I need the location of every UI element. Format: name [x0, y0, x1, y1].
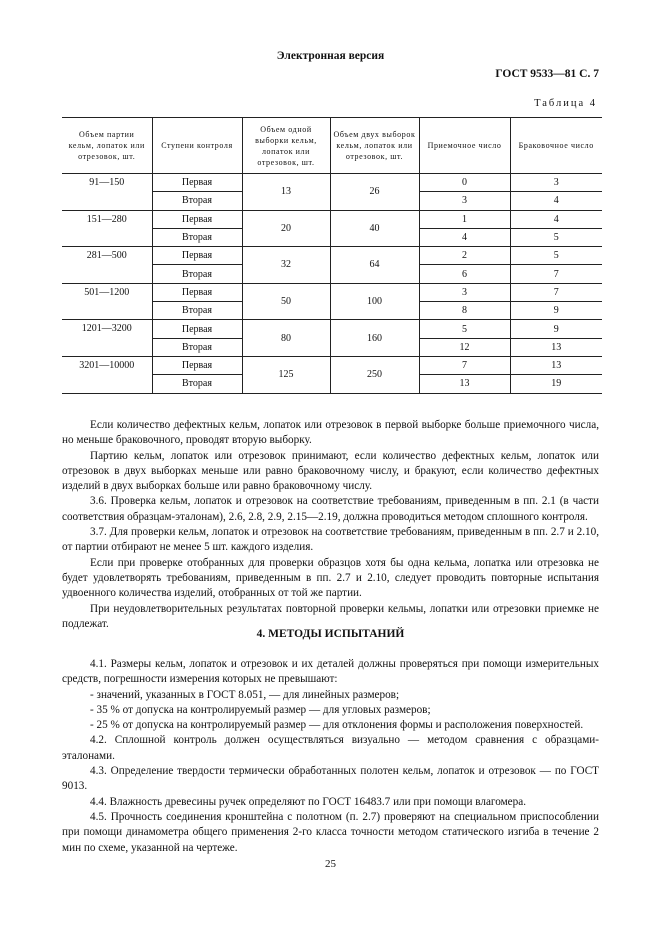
cell-lot-size: 151—280 — [62, 210, 152, 247]
cell-control-stage: Первая — [152, 283, 242, 301]
cell-two-samples: 26 — [330, 174, 419, 211]
cell-two-samples: 250 — [330, 356, 419, 393]
col-header-control-stage: Ступени контроля — [152, 118, 242, 174]
table-row — [62, 283, 602, 301]
cell-control-stage: Первая — [152, 174, 242, 192]
cell-one-sample: 80 — [242, 320, 330, 357]
col-header-lot-size: Объем партии кельм, лопаток или отрезовок, шт. — [62, 118, 152, 174]
list-item: - значений, указанных в ГОСТ 8.051, — для линейных размеров; — [90, 688, 400, 701]
col-header-acceptance: Приемочное число — [419, 118, 510, 174]
cell-acceptance-number: 0 — [419, 174, 510, 192]
text-block-inspection — [62, 418, 599, 632]
cell-control-stage: Вторая — [152, 192, 242, 210]
cell-one-sample: 125 — [242, 356, 330, 393]
table-row — [62, 320, 602, 338]
cell-one-sample: 50 — [242, 283, 330, 320]
cell-rejection-number: 7 — [510, 265, 602, 283]
cell-lot-size: 1201—3200 — [62, 320, 152, 357]
paragraph: Если при проверке отобранных для проверки образцов хотя бы одна кельма, лопатка или отрезовка не будет удовлетворять требованиям, приведенным в пп. 2.7 и 2.10, следует проводить повторные испытания удвоенного количества изделий, отобранных от той же партии. — [62, 556, 599, 600]
paragraph: 4.2. Сплошной контроль должен осуществляться визуально — методом сравнения с образцами-эталонами. — [62, 734, 599, 762]
cell-lot-size: 91—150 — [62, 174, 152, 211]
header-electronic-version: Электронная версия — [276, 50, 385, 62]
header-standard-number: ГОСТ 9533—81 С. 7 — [495, 68, 599, 80]
cell-rejection-number: 4 — [510, 210, 602, 228]
cell-control-stage: Вторая — [152, 302, 242, 320]
cell-acceptance-number: 3 — [419, 192, 510, 210]
col-header-one-sample: Объем одной выборки кельм, лопаток или отрезовок, шт. — [242, 118, 330, 174]
page-number: 25 — [325, 858, 336, 870]
cell-lot-size: 281—500 — [62, 247, 152, 284]
paragraph: 4.3. Определение твердости термически обработанных полотен кельм, лопаток и отрезовок — по ГОСТ 9013. — [62, 765, 599, 793]
cell-rejection-number: 9 — [510, 302, 602, 320]
cell-acceptance-number: 12 — [419, 338, 510, 356]
cell-acceptance-number: 2 — [419, 247, 510, 265]
cell-lot-size: 3201—10000 — [62, 356, 152, 393]
cell-two-samples: 100 — [330, 283, 419, 320]
list-item: - 35 % от допуска на контролируемый размер — для угловых размеров; — [90, 703, 431, 716]
cell-one-sample: 13 — [242, 174, 330, 211]
cell-control-stage: Первая — [152, 356, 242, 374]
section-title-test-methods: 4. МЕТОДЫ ИСПЫТАНИЙ — [256, 628, 405, 640]
paragraph: 3.6. Проверка кельм, лопаток и отрезовок на соответствие требованиям, приведенным в пп. 2.1 (в части соответствия образцам-эталонам), 2.6, 2.8, 2.9, 2.15—2.19, должна проводиться методом сплошного контроля. — [62, 495, 599, 523]
cell-acceptance-number: 3 — [419, 283, 510, 301]
list-item: - 25 % от допуска на контролируемый размер — для отклонения формы и расположения поверхностей. — [90, 719, 584, 732]
cell-two-samples: 160 — [330, 320, 419, 357]
cell-rejection-number: 3 — [510, 174, 602, 192]
cell-two-samples: 64 — [330, 247, 419, 284]
cell-rejection-number: 5 — [510, 228, 602, 246]
cell-control-stage: Вторая — [152, 338, 242, 356]
paragraph: 3.7. Для проверки кельм, лопаток и отрезовок на соответствие требованиям, приведенным в пп. 2.7 и 2.10, от партии отбирают не менее 5 шт. каждого изделия. — [62, 526, 599, 554]
cell-acceptance-number: 7 — [419, 356, 510, 374]
cell-two-samples: 40 — [330, 210, 419, 247]
table-title: Таблица 4 — [534, 98, 597, 109]
paragraph: 4.5. Прочность соединения кронштейна с полотном (п. 2.7) проверяют на специальном приспособлении при помощи динамометра общего применения 2-го класса точности методом статического изгиба в течение 2 мин по схеме, указанной на чертеже. — [62, 810, 599, 854]
col-header-rejection: Браковочное число — [510, 118, 602, 174]
cell-control-stage: Вторая — [152, 228, 242, 246]
cell-rejection-number: 5 — [510, 247, 602, 265]
sampling-table — [62, 117, 602, 394]
cell-one-sample: 32 — [242, 247, 330, 284]
cell-rejection-number: 9 — [510, 320, 602, 338]
col-header-two-samples: Объем двух выборок кельм, лопаток или отрезовок, шт. — [330, 118, 419, 174]
cell-rejection-number: 13 — [510, 338, 602, 356]
cell-rejection-number: 13 — [510, 356, 602, 374]
cell-control-stage: Вторая — [152, 265, 242, 283]
cell-lot-size: 501—1200 — [62, 283, 152, 320]
table-row — [62, 174, 602, 192]
cell-control-stage: Первая — [152, 320, 242, 338]
text-block-test-methods — [62, 657, 599, 856]
cell-acceptance-number: 13 — [419, 375, 510, 393]
paragraph: При неудовлетворительных результатах повторной проверки кельмы, лопатки или отрезовки приемке не подлежат. — [62, 602, 599, 630]
paragraph: 4.1. Размеры кельм, лопаток и отрезовок и их деталей должны проверяться при помощи измерительных средств, погрешности измерения которых не превышают: — [62, 658, 599, 686]
cell-acceptance-number: 8 — [419, 302, 510, 320]
cell-control-stage: Первая — [152, 210, 242, 228]
table-row — [62, 247, 602, 265]
cell-acceptance-number: 6 — [419, 265, 510, 283]
paragraph: 4.4. Влажность древесины ручек определяют по ГОСТ 16483.7 или при помощи влагомера. — [90, 795, 527, 808]
cell-acceptance-number: 4 — [419, 228, 510, 246]
cell-rejection-number: 19 — [510, 375, 602, 393]
table-row — [62, 356, 602, 374]
cell-control-stage: Вторая — [152, 375, 242, 393]
paragraph: Если количество дефектных кельм, лопаток или отрезовок в первой выборке больше приемочного числа, но меньше браковочного, проводят вторую выборку. — [62, 419, 599, 447]
cell-rejection-number: 7 — [510, 283, 602, 301]
cell-acceptance-number: 5 — [419, 320, 510, 338]
table-body — [62, 174, 602, 394]
cell-rejection-number: 4 — [510, 192, 602, 210]
cell-acceptance-number: 1 — [419, 210, 510, 228]
cell-control-stage: Первая — [152, 247, 242, 265]
cell-one-sample: 20 — [242, 210, 330, 247]
table-row — [62, 210, 602, 228]
paragraph: Партию кельм, лопаток или отрезовок принимают, если количество дефектных кельм, лопаток или отрезовок в двух выборках меньше или равно браковочному числу, и бракуют, если количество дефектных изделий в двух выборках больше или равно браковочному числу. — [62, 449, 599, 493]
